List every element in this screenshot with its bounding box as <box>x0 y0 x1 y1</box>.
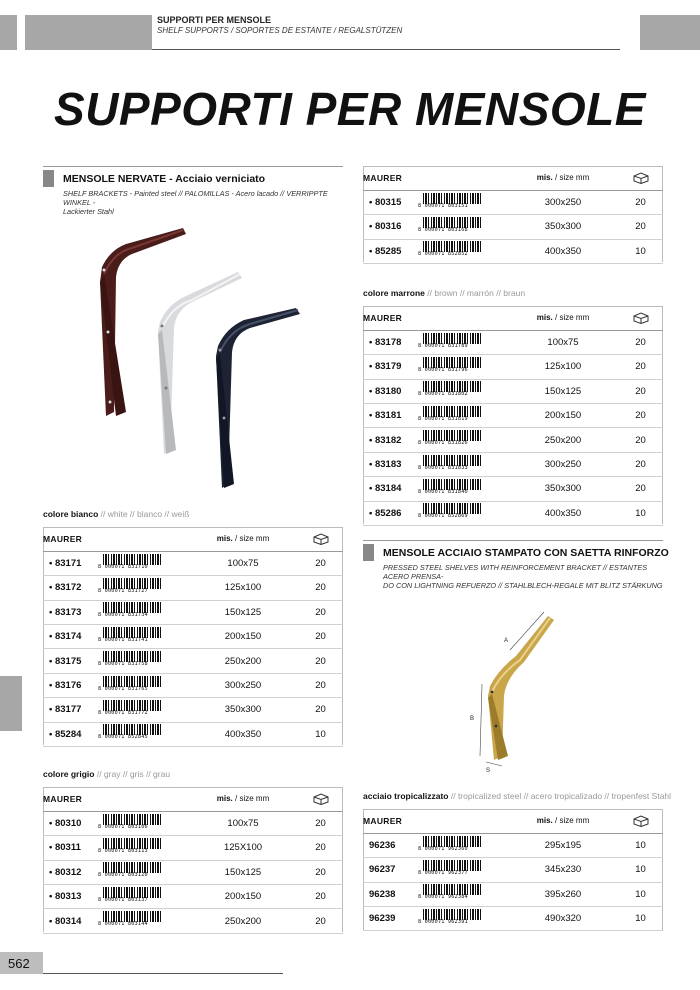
pack-quantity: 10 <box>618 833 663 857</box>
section-subtitle <box>63 189 343 216</box>
table-black <box>363 166 663 264</box>
brand-cell <box>363 306 508 330</box>
product-code: • 83181 <box>363 404 418 428</box>
tropical-bracket-photo <box>440 606 580 776</box>
pack-header <box>298 787 343 811</box>
pack-quantity: 20 <box>298 909 343 933</box>
table-row <box>363 858 663 882</box>
barcode <box>418 241 482 258</box>
barcode-cell <box>98 698 188 722</box>
barcode <box>98 602 162 619</box>
product-code: • 83171 <box>43 551 98 575</box>
color-label-gray-name: colore grigio <box>43 769 95 779</box>
page-number: 562 <box>8 956 30 971</box>
pack-quantity: 20 <box>298 836 343 860</box>
section-subtitle-line2: Lackierter Stahl <box>63 207 114 216</box>
barcode <box>98 911 162 928</box>
barcode-number: 8 000071 831789 <box>418 342 468 349</box>
barcode-cell <box>418 330 508 354</box>
barcode-cell <box>418 215 508 239</box>
barcode-cell <box>418 239 508 263</box>
product-code: • 83179 <box>363 355 418 379</box>
product-size: 395x260 <box>508 882 618 906</box>
table-row <box>43 836 343 860</box>
barcode-cell <box>98 836 188 860</box>
table-white <box>43 527 343 747</box>
barcode-number: 8 000071 962377 <box>418 869 468 876</box>
table-tropical <box>363 809 663 931</box>
barcode-cell <box>98 722 188 746</box>
barcode-number: 8 000071 803120 <box>98 872 148 879</box>
table-row <box>43 649 343 673</box>
barcode-cell <box>418 428 508 452</box>
product-size: 100x75 <box>188 551 298 575</box>
section-marker <box>43 170 54 187</box>
diagram-label-s: S <box>486 768 491 774</box>
table-row <box>43 722 343 746</box>
header-subtitle: SHELF SUPPORTS / SOPORTES DE ESTANTE / REGALSTÜTZEN <box>157 26 403 35</box>
barcode <box>98 724 162 741</box>
footer-rule <box>43 973 283 974</box>
product-size: 250x200 <box>188 909 298 933</box>
barcode <box>98 676 162 693</box>
product-code: 96236 <box>363 833 418 857</box>
barcode <box>98 578 162 595</box>
pack-quantity: 20 <box>618 428 663 452</box>
product-code: • 83177 <box>43 698 98 722</box>
barcode-number: 8 000071 831796 <box>418 366 468 373</box>
barcode-number: 8 000071 803137 <box>98 896 148 903</box>
brand-cell <box>363 166 508 190</box>
table-header-row <box>363 166 663 190</box>
product-code: • 80314 <box>43 909 98 933</box>
pack-quantity: 10 <box>618 239 663 263</box>
brand-logo: MAURER <box>43 793 83 804</box>
black-bracket-image <box>216 308 300 488</box>
barcode-cell <box>418 190 508 214</box>
product-size: 300x250 <box>508 190 618 214</box>
table-row <box>363 833 663 857</box>
barcode <box>418 357 482 374</box>
color-label-brown-name: colore marrone <box>363 288 425 298</box>
package-icon <box>632 815 650 827</box>
product-size: 350x300 <box>508 215 618 239</box>
brand-cell <box>363 809 508 833</box>
page-title: SUPPORTI PER MENSOLE <box>54 83 646 135</box>
size-header-unit: / size mm <box>552 173 590 183</box>
pack-header <box>618 306 663 330</box>
header-title: SUPPORTI PER MENSOLE <box>157 15 272 25</box>
size-header <box>188 787 298 811</box>
pack-header <box>298 527 343 551</box>
barcode-number: 8 000071 831819 <box>418 415 468 422</box>
table-row <box>363 501 663 525</box>
pack-quantity: 20 <box>618 190 663 214</box>
barcode-cell <box>98 885 188 909</box>
barcode <box>98 814 162 831</box>
section-subtitle-line1: PRESSED STEEL SHELVES WITH REINFORCEMENT BRACKET // ESTANTES ACERO PRENSA- <box>383 563 648 581</box>
pack-header <box>618 809 663 833</box>
barcode-number: 8 000071 803144 <box>98 921 148 928</box>
pack-quantity: 20 <box>618 330 663 354</box>
size-header-mis: mis. <box>536 313 553 323</box>
barcode-cell <box>418 501 508 525</box>
barcode <box>98 651 162 668</box>
product-code: • 85285 <box>363 239 418 263</box>
barcode <box>418 381 482 398</box>
barcode-number: 8 000071 831802 <box>418 391 468 398</box>
barcode-number: 8 000071 803151 <box>418 202 468 209</box>
package-icon <box>312 533 330 545</box>
brand-logo: MAURER <box>363 172 403 183</box>
pack-quantity: 20 <box>618 355 663 379</box>
size-header <box>188 527 298 551</box>
product-size: 125x100 <box>188 576 298 600</box>
barcode-cell <box>98 860 188 884</box>
package-icon <box>312 793 330 805</box>
table-row <box>43 698 343 722</box>
color-label-gray <box>43 769 170 779</box>
barcode-number: 8 000071 962384 <box>418 894 468 901</box>
barcode-number: 8 000071 803106 <box>98 823 148 830</box>
pack-quantity: 20 <box>298 885 343 909</box>
brand-cell <box>43 787 188 811</box>
color-label-white <box>43 509 189 519</box>
barcode <box>98 838 162 855</box>
color-label-tropical <box>363 791 671 801</box>
product-size: 300x250 <box>188 673 298 697</box>
size-header-mis: mis. <box>216 534 233 544</box>
section-marker <box>363 544 374 561</box>
size-header-unit: / size mm <box>552 313 590 323</box>
product-code: • 83178 <box>363 330 418 354</box>
color-label-tropical-name: acciaio tropicalizzato <box>363 791 449 801</box>
pack-quantity: 20 <box>618 477 663 501</box>
color-label-tropical-translations: // tropicalized steel // acero tropicalizado // tropenfest Stahl <box>448 791 672 801</box>
product-code: • 83176 <box>43 673 98 697</box>
header-tab-right <box>640 15 700 50</box>
product-code: • 80315 <box>363 190 418 214</box>
product-code: 96239 <box>363 907 418 931</box>
table-header-row <box>363 809 663 833</box>
table-row <box>43 885 343 909</box>
table-row <box>363 215 663 239</box>
barcode-cell <box>418 404 508 428</box>
size-header-mis: mis. <box>216 794 233 804</box>
barcode <box>418 193 482 210</box>
table-header-row <box>43 787 343 811</box>
barcode <box>418 217 482 234</box>
product-size: 400x350 <box>508 239 618 263</box>
pack-quantity: 20 <box>298 600 343 624</box>
product-code: • 83183 <box>363 452 418 476</box>
barcode <box>98 700 162 717</box>
barcode <box>418 909 482 926</box>
table-row <box>363 882 663 906</box>
size-header <box>508 809 618 833</box>
package-icon <box>632 172 650 184</box>
table-row <box>363 239 663 263</box>
barcode-cell <box>98 649 188 673</box>
product-code: • 83175 <box>43 649 98 673</box>
product-size: 490x320 <box>508 907 618 931</box>
barcode <box>418 430 482 447</box>
product-code: 96237 <box>363 858 418 882</box>
pack-quantity: 10 <box>298 722 343 746</box>
product-code: 96238 <box>363 882 418 906</box>
product-code: • 80312 <box>43 860 98 884</box>
product-size: 345x230 <box>508 858 618 882</box>
color-label-brown <box>363 288 525 298</box>
product-code: • 83184 <box>363 477 418 501</box>
product-size: 350x300 <box>188 698 298 722</box>
product-size: 125X100 <box>188 836 298 860</box>
size-header-unit: / size mm <box>232 534 270 544</box>
table-row <box>43 909 343 933</box>
pack-quantity: 10 <box>618 882 663 906</box>
color-label-brown-translations: // brown // marrón // braun <box>424 288 526 298</box>
pack-quantity: 20 <box>298 860 343 884</box>
barcode-number: 8 000071 852869 <box>418 513 468 520</box>
size-header-mis: mis. <box>536 173 553 183</box>
pack-quantity: 20 <box>618 379 663 403</box>
product-code: • 83182 <box>363 428 418 452</box>
barcode-number: 8 000071 831772 <box>98 709 148 716</box>
barcode-number: 8 000071 831741 <box>98 636 148 643</box>
pack-quantity: 20 <box>298 649 343 673</box>
brand-cell <box>43 527 188 551</box>
product-code: • 83172 <box>43 576 98 600</box>
product-code: • 85286 <box>363 501 418 525</box>
pack-quantity: 20 <box>618 452 663 476</box>
product-code: • 80310 <box>43 811 98 835</box>
table-row <box>363 379 663 403</box>
barcode <box>98 627 162 644</box>
barcode <box>418 455 482 472</box>
table-row <box>43 551 343 575</box>
barcode-number: 8 000071 831765 <box>98 685 148 692</box>
barcode-number: 8 000071 831758 <box>98 661 148 668</box>
pack-quantity: 20 <box>298 551 343 575</box>
pack-quantity: 20 <box>618 215 663 239</box>
table-row <box>363 330 663 354</box>
table-row <box>43 625 343 649</box>
barcode <box>418 836 482 853</box>
barcode-cell <box>418 379 508 403</box>
package-icon <box>632 312 650 324</box>
table-row <box>363 190 663 214</box>
barcode-cell <box>98 576 188 600</box>
product-size: 295x195 <box>508 833 618 857</box>
pack-quantity: 20 <box>298 811 343 835</box>
pack-quantity: 20 <box>298 698 343 722</box>
barcode <box>98 554 162 571</box>
product-code: • 80311 <box>43 836 98 860</box>
product-size: 400x350 <box>188 722 298 746</box>
barcode-number: 8 000071 831727 <box>98 587 148 594</box>
barcode-cell <box>418 882 508 906</box>
barcode-number: 8 000071 831833 <box>418 464 468 471</box>
barcode-number: 8 000071 962391 <box>418 918 468 925</box>
size-header-unit: / size mm <box>552 816 590 826</box>
color-label-gray-translations: // gray // gris // grau <box>94 769 171 779</box>
pack-quantity: 20 <box>298 576 343 600</box>
section-painted-brackets <box>43 166 343 216</box>
product-size: 200x150 <box>188 625 298 649</box>
barcode-cell <box>418 858 508 882</box>
barcode-cell <box>418 833 508 857</box>
product-size: 100x75 <box>508 330 618 354</box>
barcode-cell <box>98 625 188 649</box>
product-size: 150x125 <box>508 379 618 403</box>
product-code: • 83174 <box>43 625 98 649</box>
table-row <box>43 673 343 697</box>
section-subtitle-line2: DO CON LIGHTNING REFUERZO // STAHLBLECH-REGALE MIT BLITZ STÄRKUNG <box>383 581 663 590</box>
barcode-cell <box>418 477 508 501</box>
header-tab-left <box>0 15 17 50</box>
color-label-white-name: colore bianco <box>43 509 99 519</box>
product-code: • 85284 <box>43 722 98 746</box>
size-header <box>508 306 618 330</box>
product-size: 350x300 <box>508 477 618 501</box>
barcode-number: 8 000071 962360 <box>418 845 468 852</box>
brand-logo: MAURER <box>43 533 83 544</box>
barcode <box>418 860 482 877</box>
side-tab <box>0 676 22 731</box>
product-size: 125x100 <box>508 355 618 379</box>
pack-header <box>618 166 663 190</box>
tropical-bracket-image <box>480 612 554 766</box>
barcode-number: 8 000071 831710 <box>98 563 148 570</box>
barcode <box>98 887 162 904</box>
table-row <box>43 811 343 835</box>
table-row <box>43 600 343 624</box>
table-row <box>43 860 343 884</box>
table-row <box>363 907 663 931</box>
barcode-cell <box>418 907 508 931</box>
color-label-white-translations: // white // blanco // weiß <box>98 509 190 519</box>
header-rule <box>152 49 620 50</box>
table-row <box>363 404 663 428</box>
product-size: 400x350 <box>508 501 618 525</box>
barcode <box>418 406 482 423</box>
barcode-number: 8 000071 852845 <box>98 734 148 741</box>
product-size: 150x125 <box>188 860 298 884</box>
size-header-unit: / size mm <box>232 794 270 804</box>
section-subtitle <box>383 563 663 590</box>
table-header-row <box>363 306 663 330</box>
barcode-number: 8 000071 831826 <box>418 440 468 447</box>
table-gray <box>43 787 343 934</box>
diagram-label-b: B <box>470 716 475 722</box>
table-header-row <box>43 527 343 551</box>
product-size: 150x125 <box>188 600 298 624</box>
barcode-number: 8 000071 803113 <box>98 847 148 854</box>
pack-quantity: 10 <box>618 858 663 882</box>
product-code: • 80316 <box>363 215 418 239</box>
product-size: 250x200 <box>188 649 298 673</box>
brand-logo: MAURER <box>363 312 403 323</box>
barcode-cell <box>98 909 188 933</box>
product-size: 200x150 <box>188 885 298 909</box>
table-row <box>363 477 663 501</box>
pack-quantity: 10 <box>618 907 663 931</box>
size-header <box>508 166 618 190</box>
section-subtitle-line1: SHELF BRACKETS - Painted steel // PALOMILLAS - Acero lacado // VERRIPPTE WINKEL - <box>63 189 328 207</box>
pack-quantity: 20 <box>298 673 343 697</box>
product-size: 100x75 <box>188 811 298 835</box>
barcode-number: 8 000071 803168 <box>418 226 468 233</box>
product-size: 300x250 <box>508 452 618 476</box>
product-size: 200x150 <box>508 404 618 428</box>
table-row <box>43 576 343 600</box>
size-header-mis: mis. <box>536 816 553 826</box>
pack-quantity: 20 <box>298 625 343 649</box>
section-title: MENSOLE ACCIAIO STAMPATO CON SAETTA RINFORZO <box>383 547 669 559</box>
barcode-cell <box>418 355 508 379</box>
product-size: 250x200 <box>508 428 618 452</box>
product-code: • 83173 <box>43 600 98 624</box>
barcode <box>418 503 482 520</box>
table-row <box>363 428 663 452</box>
barcode-cell <box>98 600 188 624</box>
section-title: MENSOLE NERVATE - Acciaio verniciato <box>63 173 266 185</box>
barcode <box>418 479 482 496</box>
pack-quantity: 10 <box>618 501 663 525</box>
bracket-photo <box>80 222 320 492</box>
barcode <box>98 862 162 879</box>
barcode-cell <box>98 811 188 835</box>
barcode-number: 8 000071 831840 <box>418 488 468 495</box>
barcode-cell <box>98 551 188 575</box>
table-row <box>363 452 663 476</box>
table-brown <box>363 306 663 526</box>
header-tab-mid <box>25 15 152 50</box>
table-row <box>363 355 663 379</box>
barcode-number: 8 000071 852852 <box>418 251 468 258</box>
diagram-label-a: A <box>504 638 509 644</box>
barcode-cell <box>418 452 508 476</box>
product-code: • 83180 <box>363 379 418 403</box>
section-pressed-steel <box>363 540 669 590</box>
pack-quantity: 20 <box>618 404 663 428</box>
brand-logo: MAURER <box>363 815 403 826</box>
barcode-cell <box>98 673 188 697</box>
barcode <box>418 333 482 350</box>
product-code: • 80313 <box>43 885 98 909</box>
barcode <box>418 884 482 901</box>
barcode-number: 8 000071 831734 <box>98 612 148 619</box>
